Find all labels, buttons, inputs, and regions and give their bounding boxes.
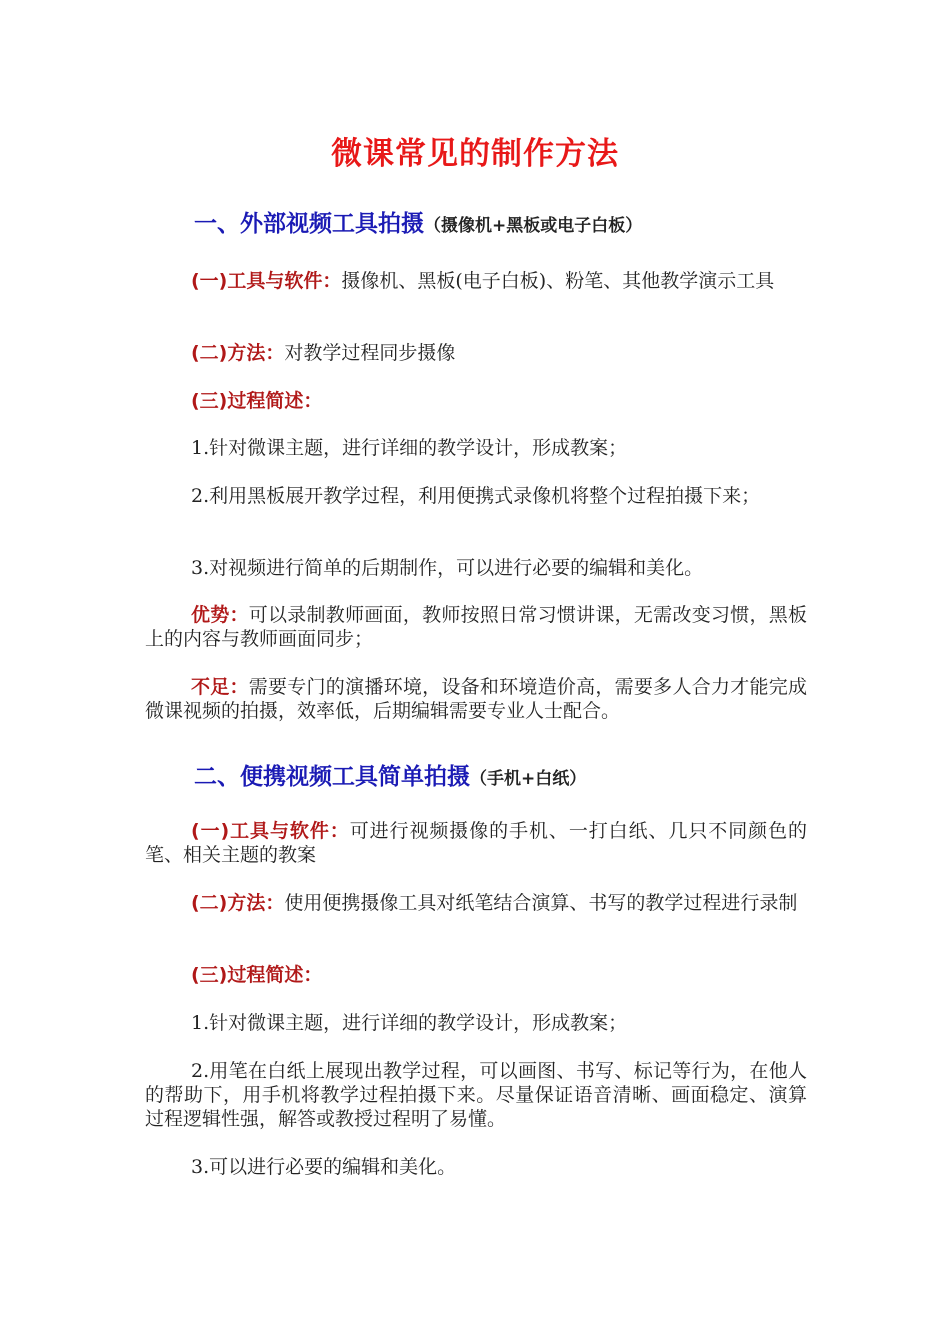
section1-pros [145, 603, 807, 651]
section1-step-1: 1.针对微课主题，进行详细的教学设计，形成教案； [191, 437, 628, 459]
section2-tools [145, 819, 807, 867]
section1-heading-text: 一、外部视频工具拍摄 [194, 211, 424, 237]
section1-method-text: 对教学过程同步摄像 [284, 342, 456, 364]
section1-step-3: 3.对视频进行简单的后期制作，可以进行必要的编辑和美化。 [191, 557, 704, 579]
section2-step-1: 1.针对微课主题，进行详细的教学设计，形成教案； [191, 1012, 628, 1034]
section1-cons-text: 需要专门的演播环境，设备和环境造价高，需要多人合力才能完成微课视频的拍摄，效率低，后期编辑需要专业人士配合。 [145, 676, 807, 722]
section1-cons [145, 675, 807, 723]
section1-process [145, 389, 807, 413]
section1-method-label: (二)方法： [191, 342, 285, 364]
document-title: 微课常见的制作方法 [331, 136, 619, 172]
section2-heading-text: 二、便携视频工具简单拍摄 [194, 764, 470, 790]
section1-pros-label: 优势： [191, 604, 249, 626]
section1-step-2: 2.利用黑板展开教学过程，利用便携式录像机将整个过程拍摄下来； [191, 485, 761, 507]
section1-heading-paren: （摄像机+黑板或电子白板） [424, 216, 643, 236]
section2-tools-text: 可进行视频摄像的手机、一打白纸、几只不同颜色的笔、相关主题的教案 [145, 820, 807, 866]
section1-pros-text: 可以录制教师画面，教师按照日常习惯讲课，无需改变习惯，黑板上的内容与教师画面同步； [145, 604, 807, 650]
section1-heading [194, 205, 642, 238]
section2-method [145, 891, 807, 915]
section1-cons-label: 不足： [191, 676, 249, 698]
section2-step-2: 2.用笔在白纸上展现出教学过程，可以画图、书写、标记等行为，在他人的帮助下，用手机将教学过程拍摄下来。尽量保证语音清晰、画面稳定、演算过程逻辑性强，解答或教授过程明了易懂。 [145, 1060, 807, 1130]
section2-heading-paren: （手机+白纸） [470, 769, 587, 789]
section2-method-text: 使用便携摄像工具对纸笔结合演算、书写的教学过程进行录制 [284, 892, 798, 914]
section2-process-label: (三)过程简述： [191, 964, 323, 986]
section1-tools-label: (一)工具与软件： [191, 270, 342, 292]
section2-tools-label: (一)工具与软件： [191, 820, 350, 842]
section1-process-label: (三)过程简述： [191, 390, 323, 412]
section1-method [145, 341, 807, 365]
section2-heading [194, 758, 586, 791]
section2-method-label: (二)方法： [191, 892, 285, 914]
section1-tools [145, 269, 807, 293]
section1-tools-text: 摄像机、黑板(电子白板)、粉笔、其他教学演示工具 [341, 270, 775, 292]
section2-step-3: 3.可以进行必要的编辑和美化。 [191, 1156, 457, 1178]
section2-process [145, 963, 807, 987]
